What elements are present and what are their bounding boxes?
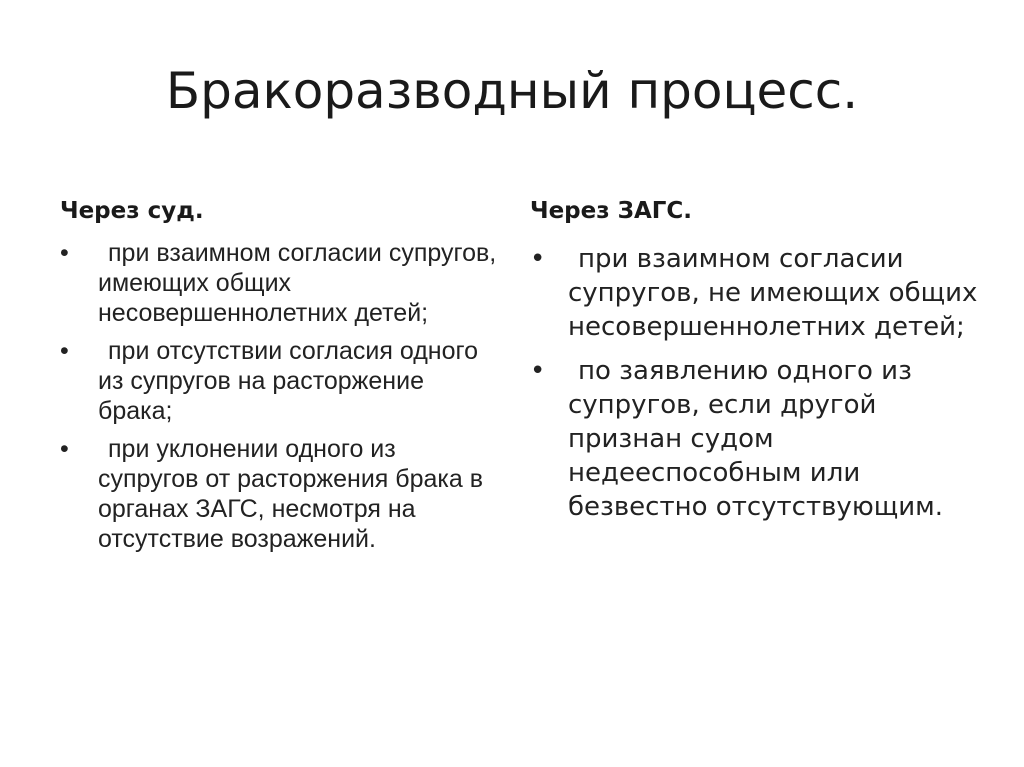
list-item bbox=[530, 354, 980, 524]
right-column-heading: Через ЗАГС. bbox=[530, 198, 693, 224]
list-item-text: при взаимном согласии супругов, не имеющих общих несовершеннолетних детей; bbox=[568, 244, 978, 342]
bullet-icon: • bbox=[60, 239, 69, 267]
list-item-text: по заявлению одного из супругов, если другой признан судом недееспособным или безвестно отсутствующим. bbox=[568, 356, 943, 522]
bullet-icon: • bbox=[530, 356, 546, 386]
list-item bbox=[60, 434, 500, 554]
list-item bbox=[530, 242, 980, 344]
left-bullet-list bbox=[60, 238, 500, 554]
list-item-text: при уклонении одного из супругов от расторжения брака в органах ЗАГС, несмотря на отсутствие возражений. bbox=[98, 435, 484, 553]
bullet-icon: • bbox=[60, 435, 69, 463]
list-item-text: при отсутствии согласия одного из супругов на расторжение брака; bbox=[98, 337, 478, 425]
bullet-icon: • bbox=[60, 337, 69, 365]
slide-title: Бракоразводный процесс. bbox=[165, 62, 859, 120]
right-column-registry bbox=[530, 198, 980, 534]
left-column-court bbox=[60, 198, 500, 562]
list-item-text: при взаимном согласии супругов, имеющих общих несовершеннолетних детей; bbox=[98, 239, 497, 327]
list-item bbox=[60, 336, 500, 426]
bullet-icon: • bbox=[530, 244, 546, 274]
list-item bbox=[60, 238, 500, 328]
right-bullet-list bbox=[530, 242, 980, 524]
left-column-heading: Через суд. bbox=[60, 198, 204, 224]
